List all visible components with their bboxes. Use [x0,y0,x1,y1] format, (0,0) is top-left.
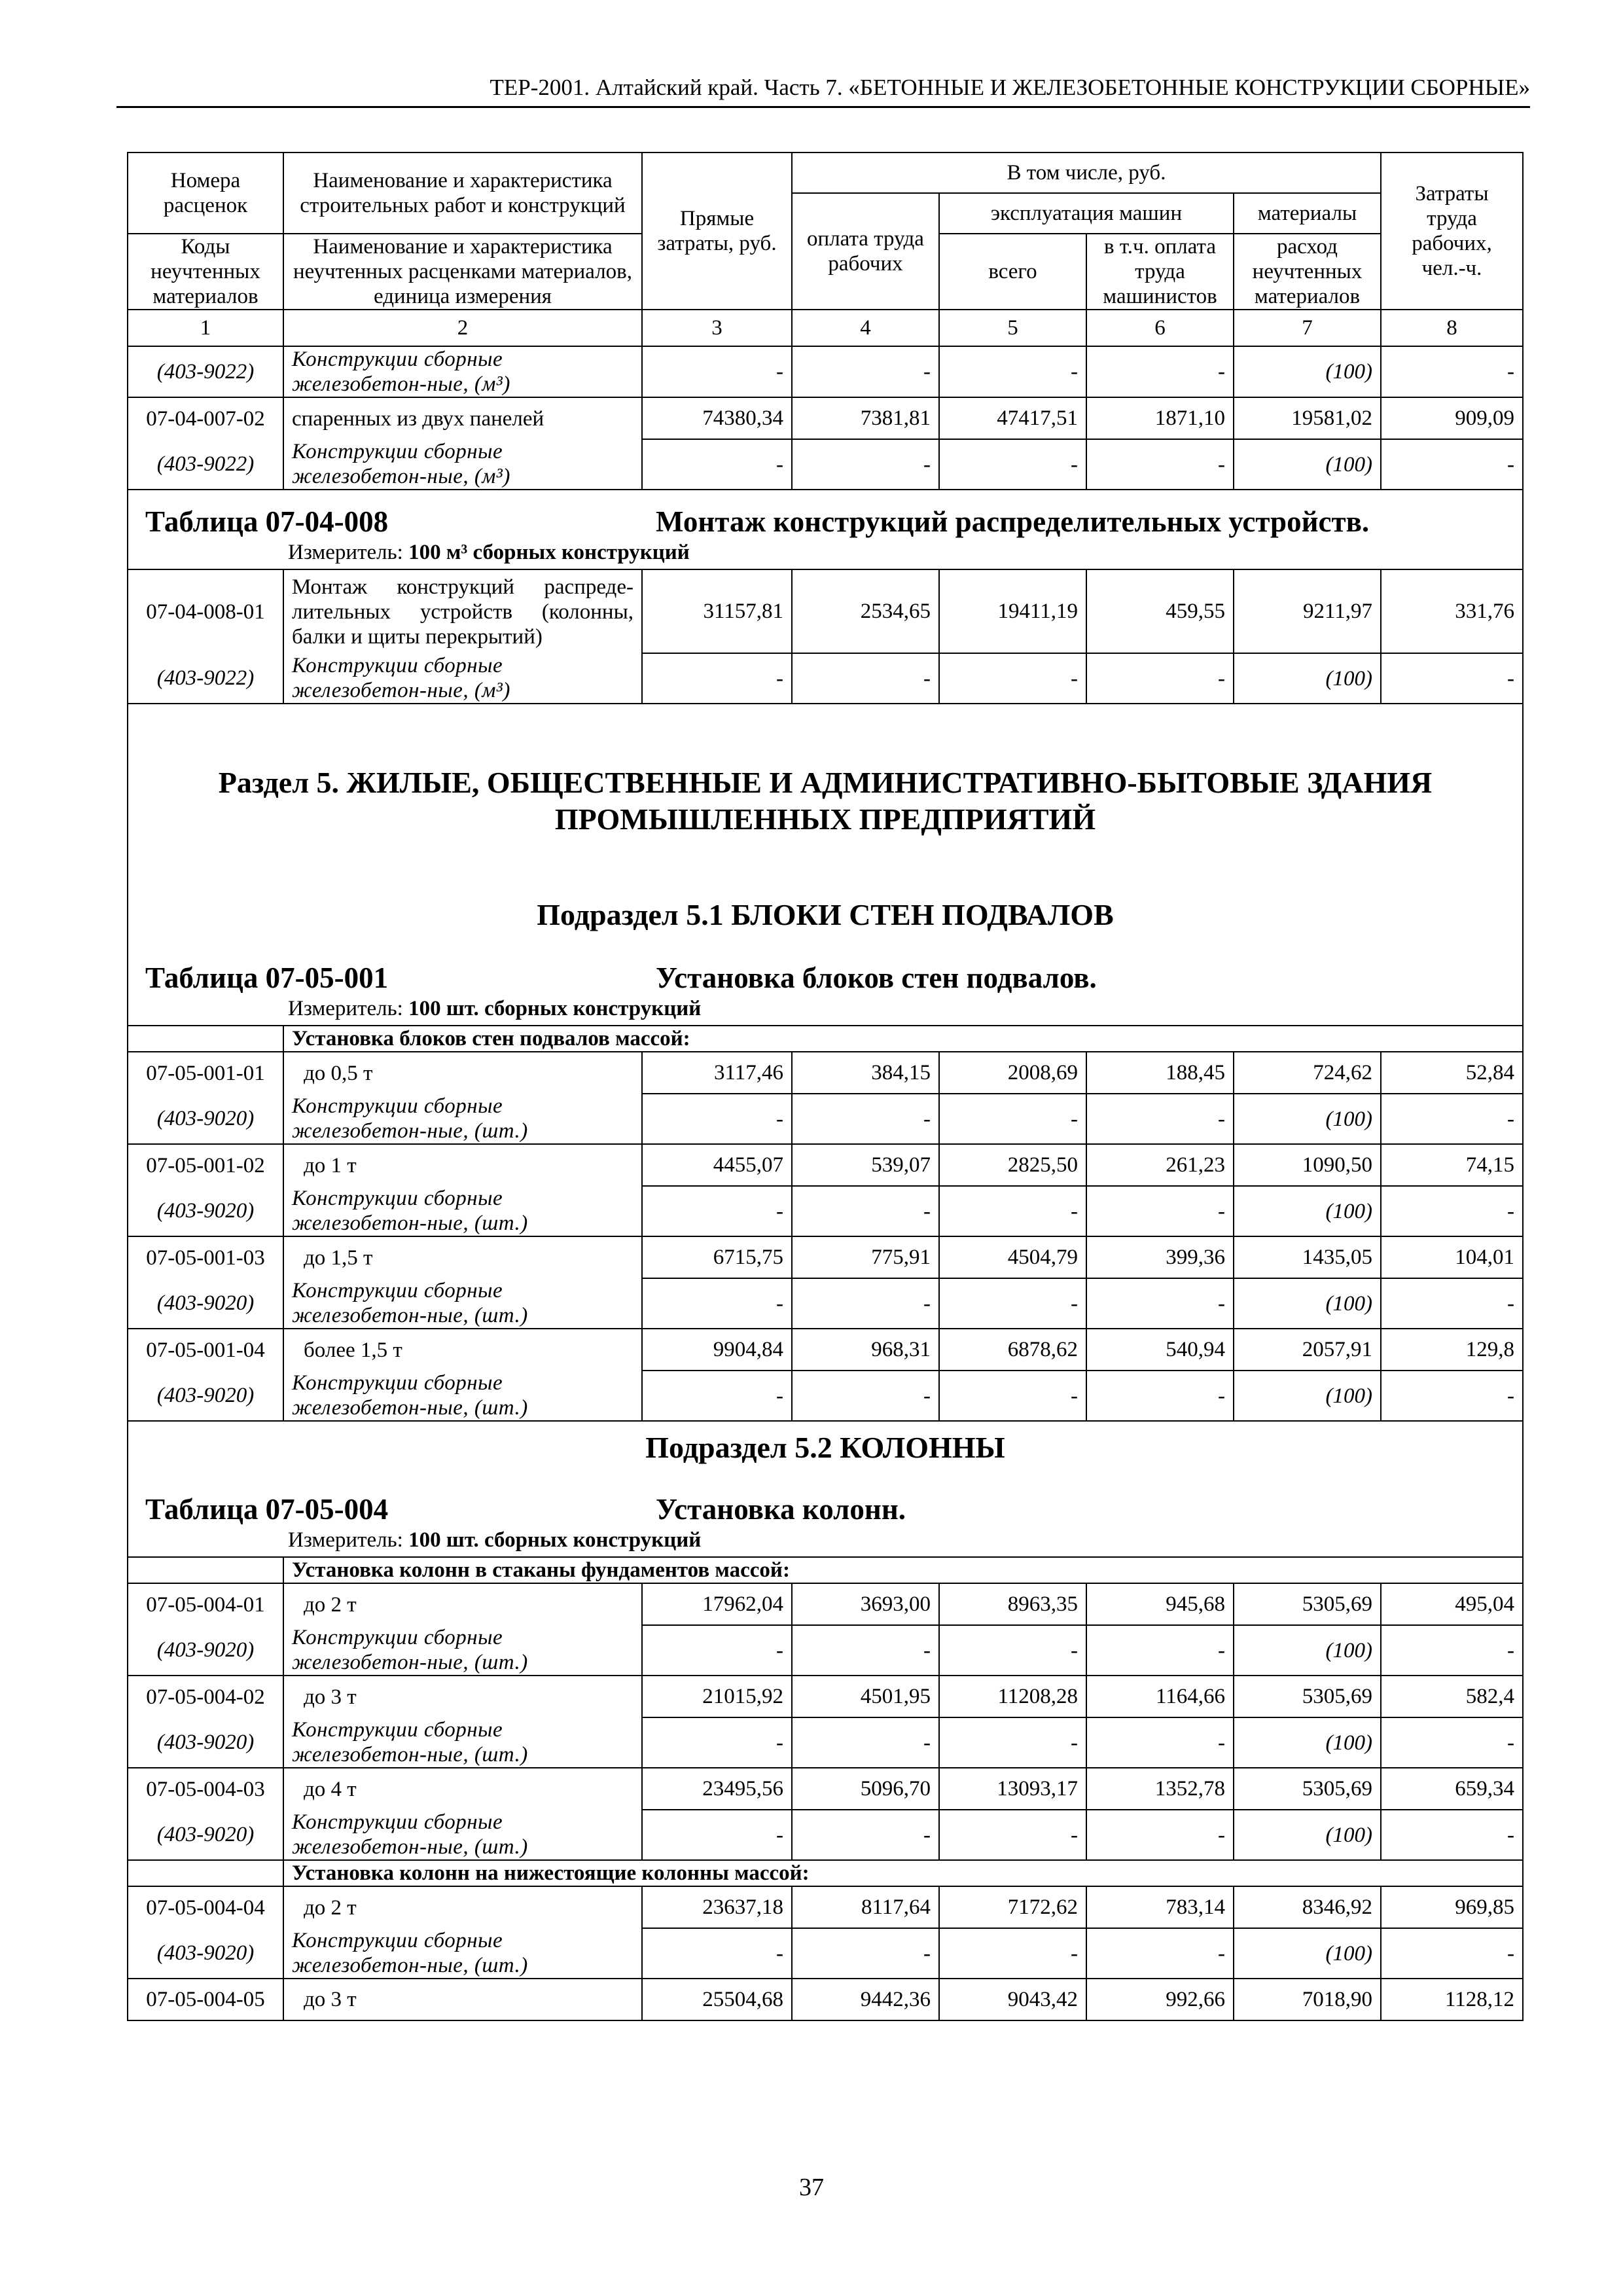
rate-value: 6878,62 [939,1329,1086,1371]
material-name: Конструкции сборные железобетон-ные, (шт.) [283,1625,642,1676]
rate-name: более 1,5 т [283,1329,642,1371]
dash: - [792,1278,939,1329]
rate-value: 459,55 [1086,569,1234,653]
rate-name: до 2 т [283,1886,642,1928]
material-code: (403-9020) [128,1928,283,1979]
rate-value: 9442,36 [792,1979,939,2020]
rate-value: 909,09 [1381,397,1523,439]
table-title-row [128,490,1523,569]
dash: - [1086,1717,1234,1768]
material-name: Конструкции сборные железобетон-ные, (шт.) [283,1810,642,1860]
material-pct: (100) [1234,346,1381,397]
rate-value: 8117,64 [792,1886,939,1928]
material-name: Конструкции сборные железобетон-ные, (шт.) [283,1186,642,1236]
material-pct: (100) [1234,1186,1381,1236]
material-code: (403-9022) [128,653,283,704]
col-num: 3 [642,310,792,346]
rate-value: 7172,62 [939,1886,1086,1928]
rate-value: 6715,75 [642,1236,792,1278]
table-row [128,1768,1523,1810]
rate-value: 582,4 [1381,1676,1523,1717]
table-title: Установка блоков стен подвалов. [656,961,1097,994]
rate-value: 540,94 [1086,1329,1234,1371]
rate-value: 188,45 [1086,1052,1234,1094]
rate-name: до 1 т [283,1144,642,1186]
subsection-title: Подраздел 5.2 КОЛОННЫ [645,1431,1005,1464]
rate-value: 261,23 [1086,1144,1234,1186]
rate-code: 07-05-001-02 [128,1144,283,1186]
rate-value: 2534,65 [792,569,939,653]
rate-value: 8963,35 [939,1583,1086,1625]
rate-value: 4455,07 [642,1144,792,1186]
material-row [128,1717,1523,1768]
table-row [128,1979,1523,2020]
group-label: Установка колонн в стаканы фундаментов массой: [283,1557,1523,1583]
dash: - [792,1810,939,1860]
material-pct: (100) [1234,1625,1381,1676]
dash: - [1381,346,1523,397]
dash: - [939,1186,1086,1236]
col-num: 8 [1381,310,1523,346]
rate-value: 992,66 [1086,1979,1234,2020]
rate-value: 11208,28 [939,1676,1086,1717]
material-row [128,1371,1523,1421]
group-label: Установка колонн на нижестоящие колонны массой: [283,1860,1523,1886]
rate-value: 7381,81 [792,397,939,439]
rate-value: 19411,19 [939,569,1086,653]
dash: - [939,1928,1086,1979]
material-row [128,439,1523,490]
material-pct: (100) [1234,1371,1381,1421]
rate-value: 74,15 [1381,1144,1523,1186]
material-name: Конструкции сборные железобетон-ные, (шт.) [283,1717,642,1768]
dash: - [939,1810,1086,1860]
rate-value: 1435,05 [1234,1236,1381,1278]
section-row [128,704,1523,1026]
rate-code: 07-05-004-04 [128,1886,283,1928]
table-row [128,1583,1523,1625]
table-row [128,1886,1523,1928]
material-row [128,1094,1523,1144]
dash: - [939,1625,1086,1676]
rate-code: 07-04-008-01 [128,569,283,653]
dash: - [1086,346,1234,397]
section-title: Раздел 5. ЖИЛЫЕ, ОБЩЕСТВЕННЫЕ И АДМИНИСТРАТИВНО-БЫТОВЫЕ ЗДАНИЯ ПРОМЫШЛЕННЫХ ПРЕДПРИЯТИЙ [218,766,1433,836]
rate-name: до 3 т [283,1979,642,2020]
dash: - [1381,1928,1523,1979]
dash: - [1086,1278,1234,1329]
dash: - [1381,1186,1523,1236]
material-name: Конструкции сборные железобетон-ные, (м³) [283,346,642,397]
col-header-machines: эксплуатация машин [939,193,1234,234]
material-code: (403-9020) [128,1371,283,1421]
dash: - [1086,439,1234,490]
material-row [128,1186,1523,1236]
rate-code: 07-05-001-01 [128,1052,283,1094]
rate-value: 2057,91 [1234,1329,1381,1371]
rate-value: 13093,17 [939,1768,1086,1810]
rate-code: 07-05-001-03 [128,1236,283,1278]
dash: - [642,1717,792,1768]
dash: - [792,439,939,490]
material-name: Конструкции сборные железобетон-ные, (шт.) [283,1371,642,1421]
col-header-direct: Прямые затраты, руб. [642,152,792,310]
rate-value: 1164,66 [1086,1676,1234,1717]
group-label: Установка блоков стен подвалов массой: [283,1026,1523,1052]
table-title: Установка колонн. [656,1493,906,1526]
rate-value: 4501,95 [792,1676,939,1717]
dash: - [642,1094,792,1144]
col-num: 6 [1086,310,1234,346]
material-pct: (100) [1234,1928,1381,1979]
material-name: Конструкции сборные железобетон-ные, (шт.) [283,1278,642,1329]
dash: - [1086,1186,1234,1236]
rate-value: 9211,97 [1234,569,1381,653]
material-row [128,653,1523,704]
col-num: 4 [792,310,939,346]
dash: - [642,1810,792,1860]
rate-value: 539,07 [792,1144,939,1186]
measurement-unit: Измеритель: 100 шт. сборных конструкций [288,1528,702,1552]
material-row [128,1278,1523,1329]
material-code: (403-9020) [128,1186,283,1236]
dash: - [939,653,1086,704]
col-header-labor: оплата труда рабочих [792,193,939,310]
material-name: Конструкции сборные железобетон-ные, (м³) [283,653,642,704]
subsection-row [128,1421,1523,1557]
rate-value: 783,14 [1086,1886,1234,1928]
rate-code: 07-05-004-05 [128,1979,283,2020]
rate-value: 399,36 [1086,1236,1234,1278]
dash: - [642,1371,792,1421]
col-num: 1 [128,310,283,346]
dash: - [792,1625,939,1676]
rate-value: 3117,46 [642,1052,792,1094]
column-numbers-row [128,310,1523,346]
rate-value: 1352,78 [1086,1768,1234,1810]
dash: - [1381,1625,1523,1676]
group-row [128,1860,1523,1886]
col-header-incl: В том числе, руб. [792,152,1381,193]
rate-value: 5305,69 [1234,1583,1381,1625]
group-row [128,1557,1523,1583]
dash: - [792,346,939,397]
dash: - [939,439,1086,490]
col-header-workhours: Затраты труда рабочих, чел.-ч. [1381,152,1523,310]
material-pct: (100) [1234,1094,1381,1144]
material-code: (403-9020) [128,1094,283,1144]
dash: - [642,653,792,704]
material-row [128,1810,1523,1860]
col-header-matcons: расход неучтенных материалов [1234,234,1381,310]
rate-value: 23637,18 [642,1886,792,1928]
dash: - [642,1625,792,1676]
material-pct: (100) [1234,439,1381,490]
dash: - [939,1094,1086,1144]
rate-name: до 4 т [283,1768,642,1810]
rate-value: 5096,70 [792,1768,939,1810]
dash: - [792,1186,939,1236]
col-num: 7 [1234,310,1381,346]
dash: - [792,1371,939,1421]
col-header-codes: Номера расценок [128,152,283,234]
rate-value: 23495,56 [642,1768,792,1810]
col-header-materials: материалы [1234,193,1381,234]
table-row [128,397,1523,439]
rate-value: 25504,68 [642,1979,792,2020]
rate-value: 3693,00 [792,1583,939,1625]
material-row [128,346,1523,397]
table-row [128,1144,1523,1186]
measurement-unit: Измеритель: 100 м³ сборных конструкций [288,541,690,564]
col-num: 5 [939,310,1086,346]
dash: - [642,1186,792,1236]
rate-value: 1090,50 [1234,1144,1381,1186]
dash: - [1086,653,1234,704]
group-row [128,1026,1523,1052]
dash: - [642,346,792,397]
table-number: Таблица 07-04-008 [145,505,389,538]
dash: - [792,653,939,704]
table-row [128,569,1523,653]
dash: - [939,346,1086,397]
dash: - [792,1094,939,1144]
rate-name: до 2 т [283,1583,642,1625]
rate-value: 129,8 [1381,1329,1523,1371]
rate-value: 4504,79 [939,1236,1086,1278]
rate-value: 968,31 [792,1329,939,1371]
material-name: Конструкции сборные железобетон-ные, (шт.) [283,1094,642,1144]
col-header-matnames: Наименование и характеристика неучтенных расценками материалов, единица измерения [283,234,642,310]
rate-value: 21015,92 [642,1676,792,1717]
rate-code: 07-05-004-03 [128,1768,283,1810]
dash: - [1086,1928,1234,1979]
material-code: (403-9020) [128,1278,283,1329]
rate-name: до 1,5 т [283,1236,642,1278]
dash: - [792,1928,939,1979]
dash: - [642,1928,792,1979]
material-code: (403-9022) [128,346,283,397]
rate-value: 47417,51 [939,397,1086,439]
dash: - [1086,1810,1234,1860]
table-number: Таблица 07-05-001 [145,961,389,994]
material-code: (403-9020) [128,1810,283,1860]
rate-value: 331,76 [1381,569,1523,653]
dash: - [1086,1371,1234,1421]
dash: - [1381,1094,1523,1144]
dash: - [1381,1371,1523,1421]
rate-value: 19581,02 [1234,397,1381,439]
dash: - [1381,1810,1523,1860]
rate-value: 5305,69 [1234,1676,1381,1717]
table-row [128,1329,1523,1371]
rates-table [127,152,1524,2021]
subsection-title: Подраздел 5.1 БЛОКИ СТЕН ПОДВАЛОВ [537,898,1114,931]
dash: - [1381,1717,1523,1768]
dash: - [642,439,792,490]
rate-value: 8346,92 [1234,1886,1381,1928]
dash: - [939,1717,1086,1768]
col-header-total: всего [939,234,1086,310]
table-header [128,152,1523,310]
table-title: Монтаж конструкций распределительных устройств. [656,505,1370,538]
rate-value: 104,01 [1381,1236,1523,1278]
material-code: (403-9020) [128,1625,283,1676]
rate-value: 7018,90 [1234,1979,1381,2020]
rate-name: Монтаж конструкций распреде-лительных устройств (колонны, балки и щиты перекрытий) [283,569,642,653]
dash: - [792,1717,939,1768]
rate-value: 775,91 [792,1236,939,1278]
dash: - [939,1278,1086,1329]
rate-value: 74380,34 [642,397,792,439]
material-name: Конструкции сборные железобетон-ные, (шт.) [283,1928,642,1979]
measurement-unit: Измеритель: 100 шт. сборных конструкций [288,997,702,1020]
rate-value: 969,85 [1381,1886,1523,1928]
running-header: ТЕР-2001. Алтайский край. Часть 7. «БЕТОННЫЕ И ЖЕЛЕЗОБЕТОННЫЕ КОНСТРУКЦИИ СБОРНЫЕ» [116,72,1530,108]
table-07-05-001-body [128,1052,1523,1421]
material-pct: (100) [1234,653,1381,704]
rate-value: 1871,10 [1086,397,1234,439]
rate-value: 384,15 [792,1052,939,1094]
page-number: 37 [799,2174,824,2201]
dash: - [1086,1094,1234,1144]
rate-value: 945,68 [1086,1583,1234,1625]
rate-code: 07-05-004-02 [128,1676,283,1717]
rate-name: до 3 т [283,1676,642,1717]
dash: - [642,1278,792,1329]
rate-value: 31157,81 [642,569,792,653]
col-header-matcodes: Коды неучтенных материалов [128,234,283,310]
dash: - [1086,1625,1234,1676]
rate-name: спаренных из двух панелей [283,397,642,439]
material-pct: (100) [1234,1717,1381,1768]
rate-value: 5305,69 [1234,1768,1381,1810]
rate-value: 17962,04 [642,1583,792,1625]
material-code: (403-9022) [128,439,283,490]
rate-value: 659,34 [1381,1768,1523,1810]
rate-name: до 0,5 т [283,1052,642,1094]
col-header-operators: в т.ч. оплата труда машинистов [1086,234,1234,310]
material-pct: (100) [1234,1810,1381,1860]
rate-value: 495,04 [1381,1583,1523,1625]
dash: - [1381,1278,1523,1329]
dash: - [1381,439,1523,490]
dash: - [939,1371,1086,1421]
material-name: Конструкции сборные железобетон-ные, (м³) [283,439,642,490]
rate-value: 9904,84 [642,1329,792,1371]
col-num: 2 [283,310,642,346]
rate-value: 724,62 [1234,1052,1381,1094]
table-row [128,1236,1523,1278]
rate-value: 2825,50 [939,1144,1086,1186]
material-pct: (100) [1234,1278,1381,1329]
table-row [128,1676,1523,1717]
table-row [128,1052,1523,1094]
material-row [128,1625,1523,1676]
table-number: Таблица 07-05-004 [145,1493,389,1526]
table-07-05-004-body-1 [128,1583,1523,1860]
dash: - [1381,653,1523,704]
rate-code: 07-05-004-01 [128,1583,283,1625]
material-row [128,1928,1523,1979]
rate-value: 2008,69 [939,1052,1086,1094]
rate-value: 1128,12 [1381,1979,1523,2020]
rate-value: 52,84 [1381,1052,1523,1094]
rate-code: 07-05-001-04 [128,1329,283,1371]
rate-value: 9043,42 [939,1979,1086,2020]
col-header-name: Наименование и характеристика строительных работ и конструкций [283,152,642,234]
rate-code: 07-04-007-02 [128,397,283,439]
material-code: (403-9020) [128,1717,283,1768]
